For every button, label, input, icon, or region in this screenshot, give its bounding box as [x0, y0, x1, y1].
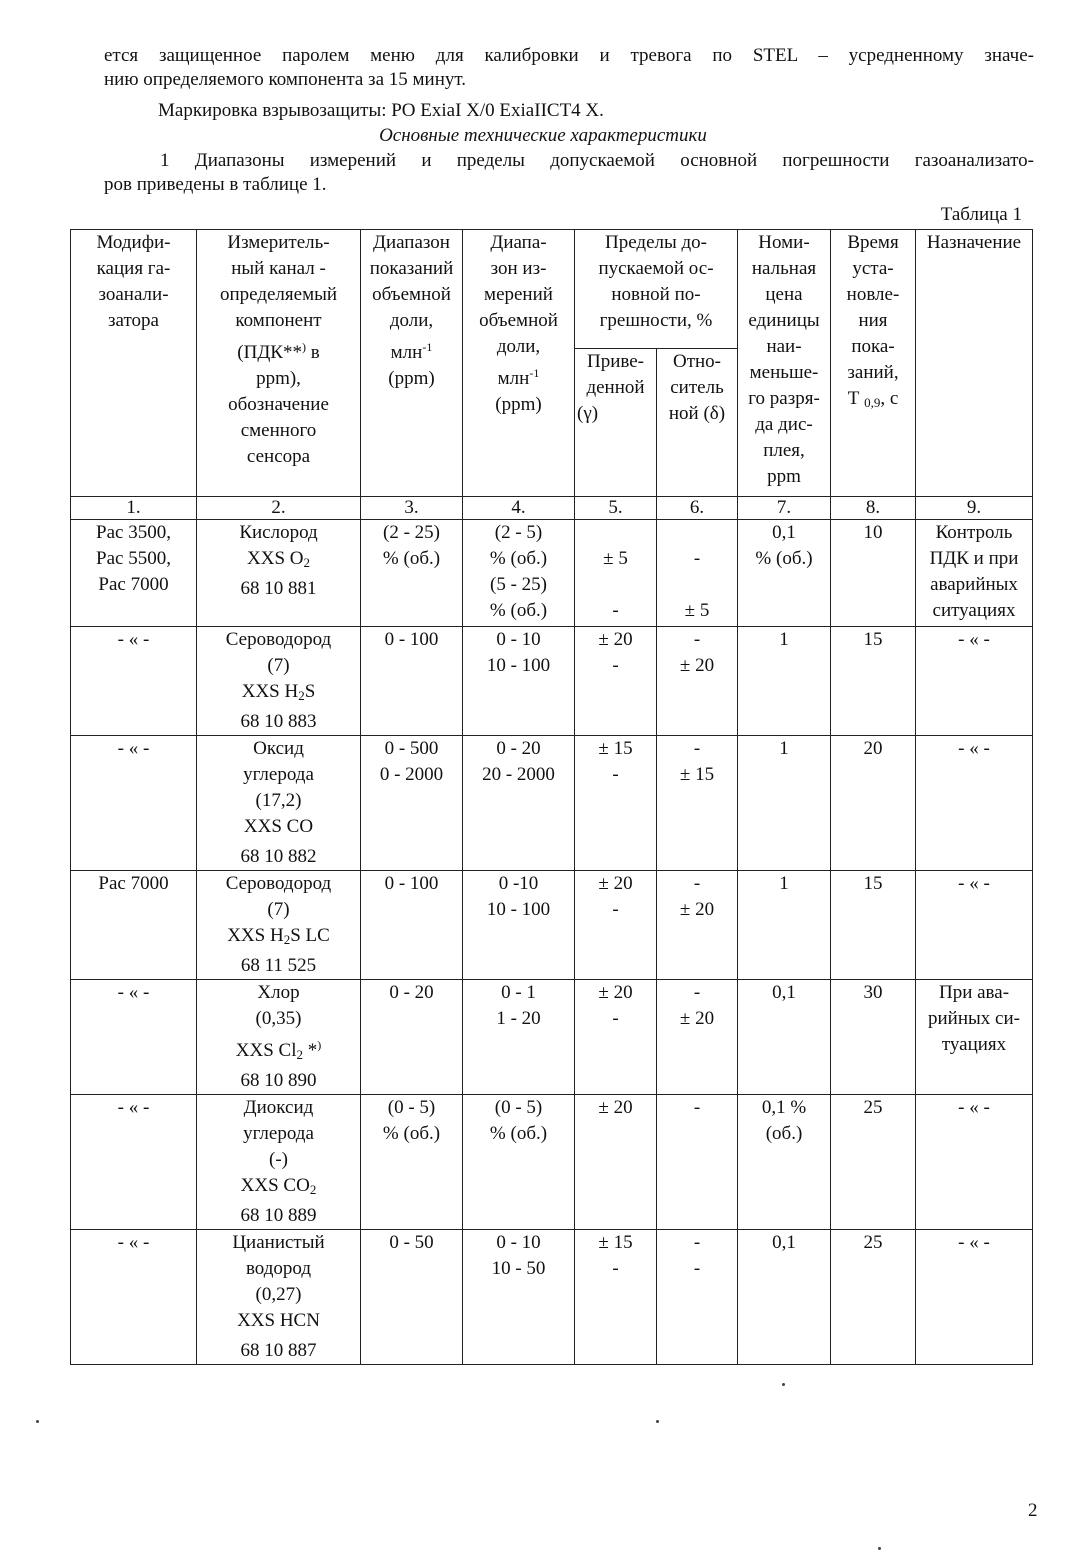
cell-response-time: 15 — [831, 627, 916, 736]
table-row — [71, 1095, 1033, 1230]
cell-response-time: 10 — [831, 520, 916, 627]
intro-line-1: ется защищенное паролем меню для калибровки и тревога по STEL – усредненному значе- — [104, 45, 1034, 66]
scan-speck — [782, 1383, 785, 1386]
header-purpose: Назначение — [916, 230, 1033, 497]
header-reduced-error: Приве- денной (γ) — [575, 349, 657, 497]
cell-relative-error: - — [657, 1095, 738, 1230]
cell-purpose: Контроль ПДК и при аварийных ситуациях — [916, 520, 1033, 627]
cell-display-range: (2 - 25) % (об.) — [361, 520, 463, 627]
cell-display-range: 0 - 100 — [361, 871, 463, 980]
header-modification: Модифи- кация га- зоанали- затора — [71, 230, 197, 497]
cell-response-time: 20 — [831, 736, 916, 871]
intro-line-2: нию определяемого компонента за 15 минут. — [104, 69, 466, 90]
cell-reduced-error: ± 15 - — [575, 736, 657, 871]
scan-speck — [656, 1420, 659, 1423]
table-row — [71, 736, 1033, 871]
table-row — [71, 1230, 1033, 1365]
cell-measurement-range: 0 - 10 10 - 100 — [463, 627, 575, 736]
cell-relative-error: - - — [657, 1230, 738, 1365]
column-number: 2. — [197, 497, 361, 520]
cell-display-resolution: 0,1 % (об.) — [738, 520, 831, 627]
table-row — [71, 980, 1033, 1095]
column-number: 4. — [463, 497, 575, 520]
table-row — [71, 871, 1033, 980]
cell-modification: - « - — [71, 980, 197, 1095]
scan-speck — [36, 1420, 39, 1423]
cell-reduced-error: ± 20 - — [575, 627, 657, 736]
column-number-row — [71, 497, 1033, 520]
cell-measurement-range: (0 - 5) % (об.) — [463, 1095, 575, 1230]
header-display-resolution: Номи- нальная цена единицы наи- меньше- го разря- да дис- плея, ppm — [738, 230, 831, 497]
cell-modification: - « - — [71, 1095, 197, 1230]
cell-reduced-error: ± 20 - — [575, 980, 657, 1095]
cell-modification: Pac 7000 — [71, 871, 197, 980]
cell-reduced-error: ± 15 - — [575, 1230, 657, 1365]
cell-purpose: - « - — [916, 627, 1033, 736]
cell-reduced-error: ± 20 — [575, 1095, 657, 1230]
cell-display-resolution: 1 — [738, 736, 831, 871]
cell-response-time: 15 — [831, 871, 916, 980]
cell-measurement-range: 0 - 20 20 - 2000 — [463, 736, 575, 871]
cell-modification: - « - — [71, 627, 197, 736]
table-caption: Таблица 1 — [940, 204, 1022, 225]
header-measuring-channel: Измеритель- ный канал - определяемый компонент (ПДК**) в ppm), обозначение сменного сенсора — [197, 230, 361, 497]
column-number: 3. — [361, 497, 463, 520]
cell-relative-error: - ± 20 — [657, 871, 738, 980]
cell-measuring-channel: Сероводород (7) XXS $H_2S$ 68 10 883 — [197, 627, 361, 736]
cell-measurement-range: 0 -10 10 - 100 — [463, 871, 575, 980]
header-measurement-range: Диапа- зон из- мерений объемной доли, млн$^{-1}$ (ppm) — [463, 230, 575, 497]
cell-display-resolution: 1 — [738, 627, 831, 736]
cell-display-range: 0 - 100 — [361, 627, 463, 736]
table-intro-line-1: 1 Диапазоны измерений и пределы допускаемой основной погрешности газоанализато- — [160, 150, 1034, 171]
table-header-row — [71, 230, 1033, 349]
cell-display-range: 0 - 50 — [361, 1230, 463, 1365]
table-intro-paragraph — [104, 149, 1034, 197]
cell-display-resolution: 0,1 — [738, 1230, 831, 1365]
cell-measuring-channel: Кислород XXS $O_2$ 68 10 881 — [197, 520, 361, 627]
cell-measurement-range: 0 - 10 10 - 50 — [463, 1230, 575, 1365]
cell-measurement-range: (2 - 5) % (об.) (5 - 25) % (об.) — [463, 520, 575, 627]
cell-display-resolution: 0,1 % (об.) — [738, 1095, 831, 1230]
column-number: 1. — [71, 497, 197, 520]
header-display-range: Диапазон показаний объемной доли, млн$^{-1}$ (ppm) — [361, 230, 463, 497]
cell-modification: - « - — [71, 1230, 197, 1365]
cell-purpose: При ава- рийных си- туациях — [916, 980, 1033, 1095]
specifications-table — [70, 229, 1033, 1365]
column-number: 7. — [738, 497, 831, 520]
column-number: 5. — [575, 497, 657, 520]
cell-response-time: 30 — [831, 980, 916, 1095]
cell-measuring-channel: Цианистый водород (0,27) XXS HCN 68 10 887 — [197, 1230, 361, 1365]
explosion-protection-marking: Маркировка взрывозащиты: PO ExiaI X/0 ExiaIICT4 X. — [158, 100, 604, 121]
table-row — [71, 520, 1033, 627]
cell-relative-error: - ± 15 — [657, 736, 738, 871]
cell-purpose: - « - — [916, 1230, 1033, 1365]
header-response-time: Время уста- новле- ния пока- заний, Т $_{0,9}$, с — [831, 230, 916, 497]
header-relative-error: Отно- ситель ной (δ) — [657, 349, 738, 497]
cell-measuring-channel: Диоксид углерода (-) XXS $CO_2$ 68 10 889 — [197, 1095, 361, 1230]
cell-purpose: - « - — [916, 736, 1033, 871]
cell-display-range: 0 - 500 0 - 2000 — [361, 736, 463, 871]
cell-display-range: 0 - 20 — [361, 980, 463, 1095]
header-error-limits: Пределы до- пускаемой ос- новной по- грешности, % — [575, 230, 738, 349]
cell-modification: Pac 3500, Pac 5500, Pac 7000 — [71, 520, 197, 627]
column-number: 6. — [657, 497, 738, 520]
intro-paragraph — [104, 44, 1034, 92]
cell-reduced-error: ± 5 - — [575, 520, 657, 627]
cell-response-time: 25 — [831, 1230, 916, 1365]
scan-speck — [878, 1547, 881, 1550]
cell-relative-error: - ± 5 — [657, 520, 738, 627]
cell-measuring-channel: Хлор (0,35) XXS $Cl_2$ *) 68 10 890 — [197, 980, 361, 1095]
cell-reduced-error: ± 20 - — [575, 871, 657, 980]
cell-response-time: 25 — [831, 1095, 916, 1230]
column-number: 8. — [831, 497, 916, 520]
cell-purpose: - « - — [916, 1095, 1033, 1230]
section-title: Основные технические характеристики — [379, 125, 707, 146]
cell-measurement-range: 0 - 1 1 - 20 — [463, 980, 575, 1095]
cell-modification: - « - — [71, 736, 197, 871]
cell-display-resolution: 0,1 — [738, 980, 831, 1095]
cell-measuring-channel: Оксид углерода (17,2) XXS CO 68 10 882 — [197, 736, 361, 871]
cell-purpose: - « - — [916, 871, 1033, 980]
cell-relative-error: - ± 20 — [657, 627, 738, 736]
table-row — [71, 627, 1033, 736]
cell-relative-error: - ± 20 — [657, 980, 738, 1095]
cell-measuring-channel: Сероводород (7) XXS $H_2S$ LC 68 11 525 — [197, 871, 361, 980]
column-number: 9. — [916, 497, 1033, 520]
cell-display-range: (0 - 5) % (об.) — [361, 1095, 463, 1230]
cell-display-resolution: 1 — [738, 871, 831, 980]
page-number: 2 — [1028, 1500, 1038, 1521]
table-intro-line-2: ров приведены в таблице 1. — [104, 174, 327, 195]
